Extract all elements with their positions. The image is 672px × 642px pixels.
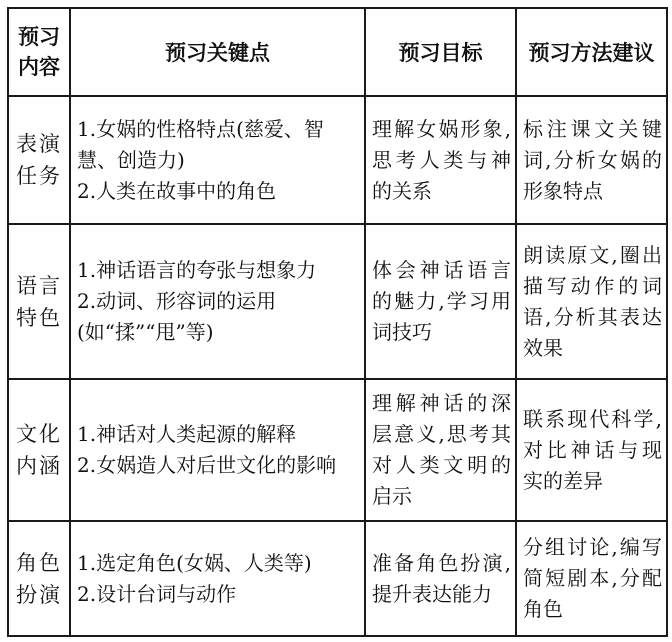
row-goal: 体会神话语言的魅力,学习用词技巧 xyxy=(365,224,516,379)
row-key-points xyxy=(70,96,365,224)
key-point: 2.人类在故事中的角色 xyxy=(77,178,277,203)
preview-table xyxy=(7,7,668,637)
row-category xyxy=(8,224,70,379)
key-point: 1.神话语言的夸张与想象力 xyxy=(77,258,317,282)
header-category-line1: 预习 xyxy=(18,25,60,49)
row-method: 标注课文关键词,分析女娲的形象特点 xyxy=(516,96,667,224)
header-goals: 预习目标 xyxy=(365,8,516,96)
table-row xyxy=(8,224,667,379)
row-category-line2: 任务 xyxy=(16,164,62,188)
row-category-line1: 角色 xyxy=(16,550,62,575)
row-category-line2: 内涵 xyxy=(16,454,62,478)
key-point: 2.设计台词与动作 xyxy=(77,581,237,606)
header-row xyxy=(8,8,667,96)
key-point: 2.动词、形容词的运用(如“揉”“甩”等) xyxy=(77,289,277,344)
row-key-points xyxy=(70,521,365,636)
key-point: 1.女娲的性格特点(慈爱、智慧、创造力) xyxy=(77,116,324,172)
table-row xyxy=(8,379,667,521)
key-point: 1.神话对人类起源的解释 xyxy=(77,422,297,446)
row-category xyxy=(8,96,70,224)
key-point: 2.女娲造人对后世文化的影响 xyxy=(77,453,337,477)
table-row xyxy=(8,521,667,636)
row-category-line1: 语言 xyxy=(16,273,62,298)
key-point: 1.选定角色(女娲、人类等) xyxy=(77,550,312,575)
row-goal: 准备角色扮演,提升表达能力 xyxy=(365,521,516,636)
header-key-points: 预习关键点 xyxy=(70,8,365,96)
row-category-line2: 特色 xyxy=(16,305,62,330)
row-category-line2: 扮演 xyxy=(16,582,62,607)
row-category-line1: 表演 xyxy=(16,132,62,156)
row-method: 分组讨论,编写简短剧本,分配角色 xyxy=(516,521,667,636)
header-category-line2: 内容 xyxy=(18,55,60,79)
row-key-points xyxy=(70,379,365,521)
row-method: 联系现代科学,对比神话与现实的差异 xyxy=(516,379,667,521)
row-category-line1: 文化 xyxy=(16,422,62,446)
row-category xyxy=(8,379,70,521)
row-goal: 理解女娲形象,思考人类与神的关系 xyxy=(365,96,516,224)
header-category xyxy=(8,8,70,96)
row-key-points xyxy=(70,224,365,379)
header-methods: 预习方法建议 xyxy=(516,8,667,96)
row-method: 朗读原文,圈出描写动作的词语,分析其表达效果 xyxy=(516,224,667,379)
table-row xyxy=(8,96,667,224)
row-category xyxy=(8,521,70,636)
row-goal: 理解神话的深层意义,思考其对人类文明的启示 xyxy=(365,379,516,521)
